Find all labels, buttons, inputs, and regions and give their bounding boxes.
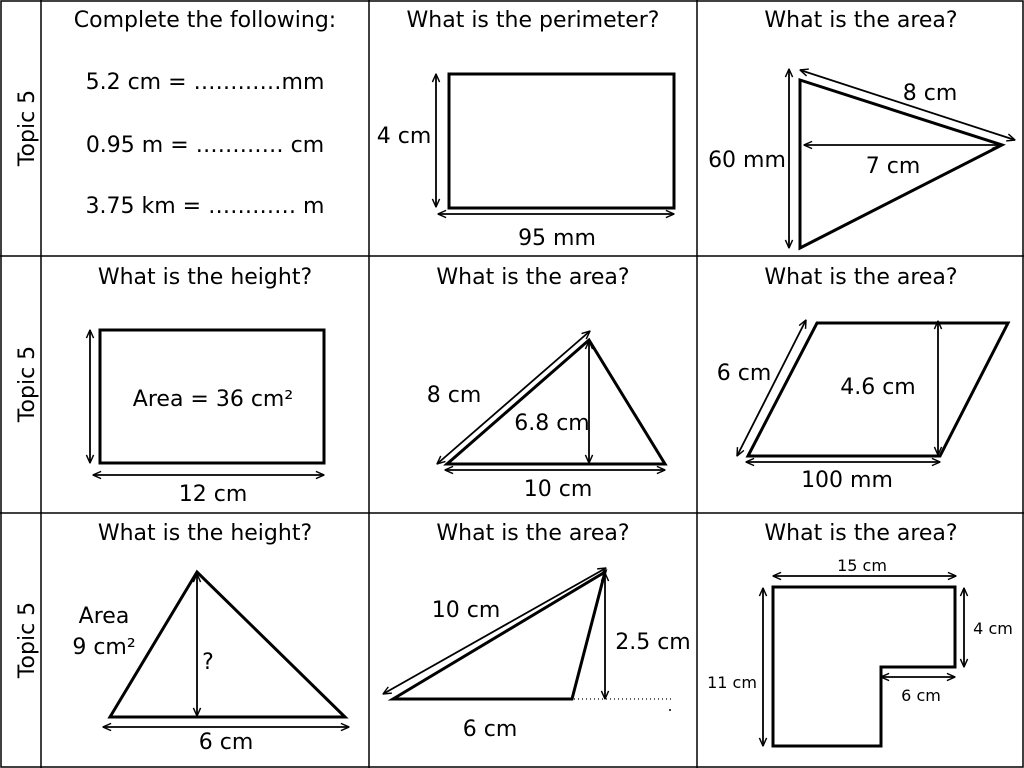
question-triangle-height <box>72 521 349 755</box>
height-label: 60 mm <box>708 148 786 173</box>
conversion-line: 0.95 m = ………… cm <box>85 133 325 158</box>
slant-label: 6 cm <box>716 361 772 386</box>
side-label: 4 cm <box>376 124 432 149</box>
question-triangle-area-2 <box>427 265 665 502</box>
topic-column <box>15 90 40 679</box>
question-triangle-area-1 <box>708 8 1015 248</box>
question-parallelogram-area <box>717 265 1008 493</box>
base-label: 6 cm <box>198 730 254 755</box>
rectangle-shape <box>449 74 674 208</box>
right-label: 4 cm <box>973 619 1013 638</box>
height-label: 2.5 cm <box>615 630 691 655</box>
question-unit-conversion <box>74 8 336 219</box>
conversion-line: 3.75 km = ………… m <box>85 194 325 219</box>
l-shape <box>773 587 955 746</box>
inner-label: 6 cm <box>901 686 941 705</box>
topic-label-row-2: Topic 5 <box>15 345 40 423</box>
slant-dimension-arrow <box>737 320 806 456</box>
base-label: 100 mm <box>801 468 893 493</box>
question-title: What is the area? <box>436 265 630 290</box>
slant-label: 8 cm <box>426 383 482 408</box>
question-rectangle-height <box>90 265 324 507</box>
question-title: What is the area? <box>764 8 958 33</box>
triangle-shape <box>393 572 605 699</box>
question-title: What is the perimeter? <box>406 8 660 33</box>
base-label: 12 cm <box>178 482 248 507</box>
topic-label-row-3: Topic 5 <box>15 601 40 679</box>
height-label: 6.8 cm <box>514 411 590 436</box>
height-label: 4.6 cm <box>840 375 916 400</box>
question-title: What is the area? <box>764 265 958 290</box>
conversion-line: 5.2 cm = …………mm <box>85 70 325 95</box>
base-label: 10 cm <box>523 477 593 502</box>
question-title: Complete the following: <box>73 8 337 33</box>
question-title: What is the height? <box>97 265 313 290</box>
area-label-line-2: 9 cm² <box>72 635 136 660</box>
top-label: 15 cm <box>837 556 887 575</box>
question-title: What is the height? <box>97 521 313 546</box>
question-title: What is the area? <box>436 521 630 546</box>
base-label: 95 mm <box>518 226 596 251</box>
area-label: Area = 36 cm² <box>132 387 294 412</box>
slant-dimension-arrow <box>383 568 606 694</box>
question-rectangle-perimeter <box>377 8 674 251</box>
unknown-height-label: ? <box>202 650 214 675</box>
slant-label: 10 cm <box>431 598 501 623</box>
slant-label: 8 cm <box>902 81 958 106</box>
area-label-line-1: Area <box>78 604 130 629</box>
width-label: 7 cm <box>865 154 921 179</box>
stray-dot <box>669 709 671 711</box>
question-compound-shape-area <box>707 521 1013 746</box>
base-label: 6 cm <box>462 717 518 742</box>
left-label: 11 cm <box>707 673 757 692</box>
topic-label-row-1: Topic 5 <box>15 89 40 167</box>
triangle-shape <box>110 572 345 717</box>
question-triangle-area-3 <box>383 521 691 742</box>
question-title: What is the area? <box>764 521 958 546</box>
